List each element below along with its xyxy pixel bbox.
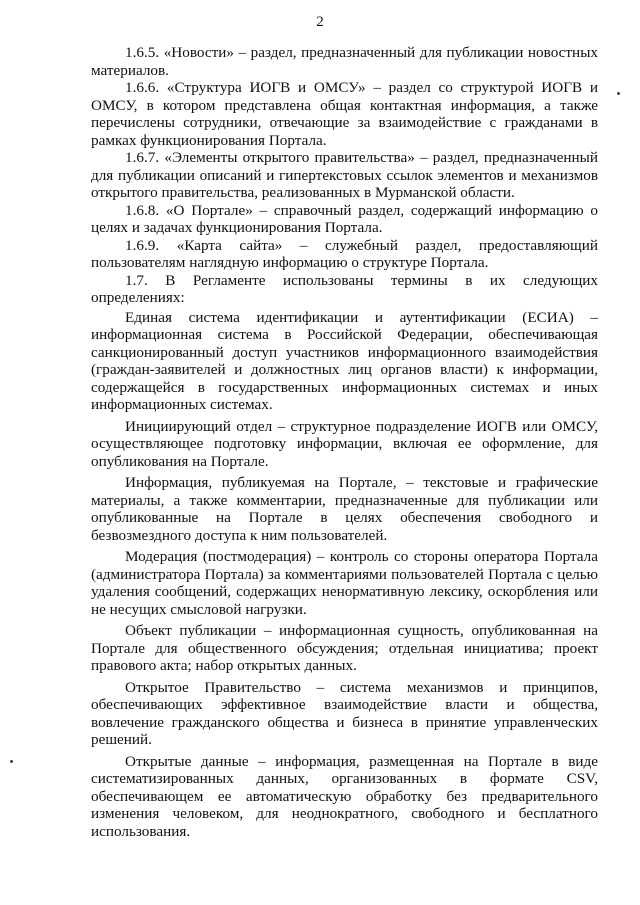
paragraph-1-6-9: 1.6.9. «Карта сайта» – служебный раздел, предоставляющий пользователям наглядную информацию о структуре Портала. bbox=[91, 236, 598, 271]
term-published-information: Информация, публикуемая на Портале, – текстовые и графические материалы, а также комментарии, предназначенные для публикации или опубликованные на Портале в целях обеспечения свободного и безвозмездного доступа к ним пользователей. bbox=[91, 474, 598, 544]
paragraph-1-7: 1.7. В Регламенте использованы термины в их следующих определениях: bbox=[91, 271, 598, 306]
paragraph-1-6-6: 1.6.6. «Структура ИОГВ и ОМСУ» – раздел со структурой ИОГВ и ОМСУ, в котором представлена общая контактная информация, а также перечислены сотрудники, отвечающие за взаимодействие с гражданами в рамках функционирования Портала. bbox=[91, 79, 598, 149]
scan-speck bbox=[10, 760, 13, 763]
term-esia: Единая система идентификации и аутентификации (ЕСИА) – информационная система в Российской Федерации, обеспечивающая санкционированный доступ участников информационного взаимодействия (граждан-заявителей и должностных лиц органов власти) к информации, содержащейся в государственных информационных системах и иных информационных системах. bbox=[91, 308, 598, 413]
term-open-data: Открытые данные – информация, размещенная на Портале в виде систематизированных данных, организованных в формате CSV, обеспечивающем ее автоматическую обработку без предварительного изменения человеком, для неоднократного, свободного и бесплатного использования. bbox=[91, 752, 598, 840]
paragraph-1-6-8: 1.6.8. «О Портале» – справочный раздел, содержащий информацию о целях и задачах функционирования Портала. bbox=[91, 201, 598, 236]
scan-speck bbox=[617, 92, 620, 95]
paragraph-1-6-5: 1.6.5. «Новости» – раздел, предназначенный для публикации новостных материалов. bbox=[91, 44, 598, 79]
paragraph-1-6-7: 1.6.7. «Элементы открытого правительства» – раздел, предназначенный для публикации описаний и гипертекстовых ссылок элементов и механизмов открытого правительства, реализованных в Мурманской области. bbox=[91, 149, 598, 201]
term-open-government: Открытое Правительство – система механизмов и принципов, обеспечивающих эффективное взаимодействие власти и общества, вовлечение гражданского общества и бизнеса в принятие управленческих решений. bbox=[91, 678, 598, 748]
document-body bbox=[91, 44, 598, 840]
term-publication-object: Объект публикации – информационная сущность, опубликованная на Портале для общественного обсуждения; отдельная инициатива; проект правового акта; набор открытых данных. bbox=[91, 622, 598, 674]
term-initiating-department: Инициирующий отдел – структурное подразделение ИОГВ или ОМСУ, осуществляющее подготовку информации, включая ее оформление, для опубликования на Портале. bbox=[91, 417, 598, 470]
term-moderation: Модерация (постмодерация) – контроль со стороны оператора Портала (администратора Портала) за комментариями пользователей Портала с целью удаления сообщений, содержащих ненормативную лексику, оскорбления или не несущих смысловой нагрузки. bbox=[91, 548, 598, 618]
page-number: 2 bbox=[316, 14, 324, 30]
